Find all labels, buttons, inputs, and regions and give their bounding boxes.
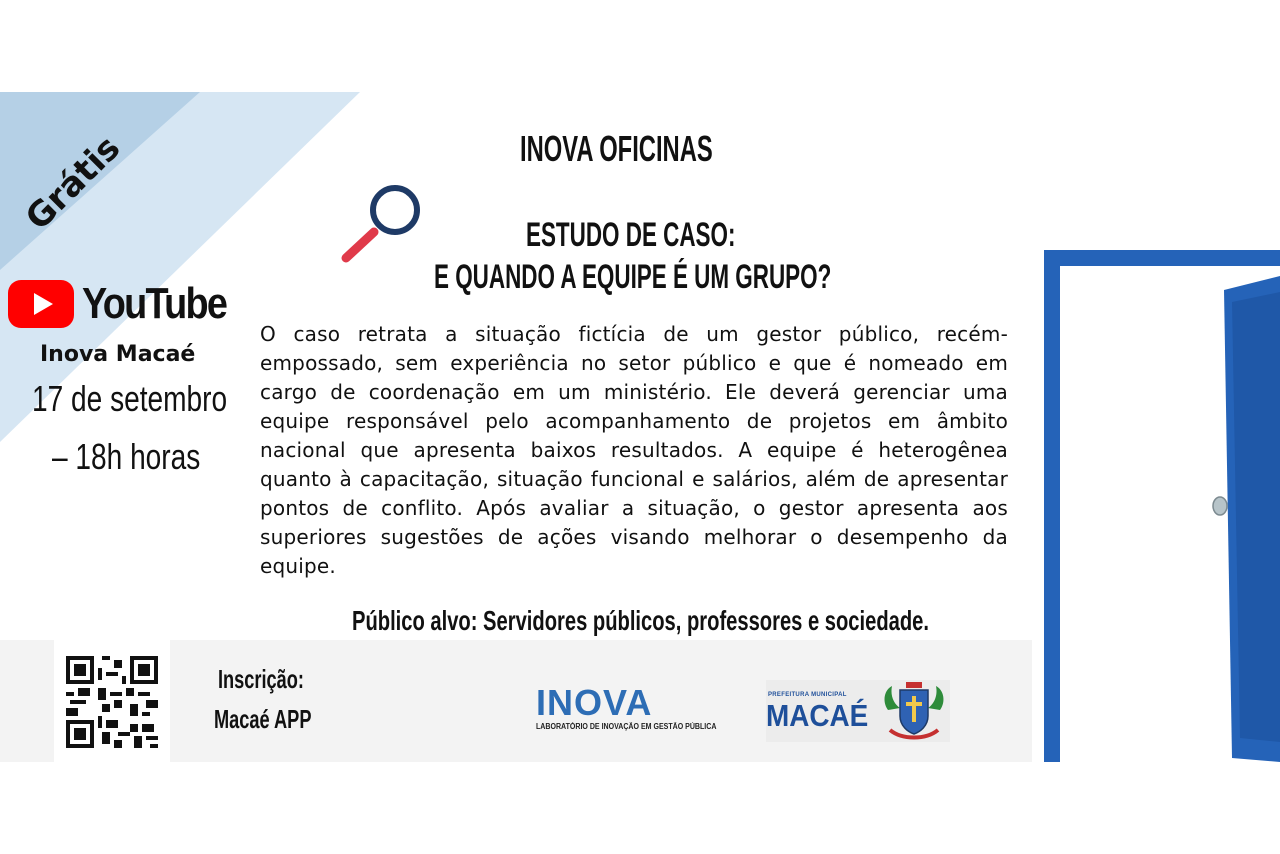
macae-crest-icon [878, 680, 950, 742]
case-description: O caso retrata a situação fictícia de um gestor público, recém-empossado, sem experiência no setor público e que é nomeado em cargo de coordenação em um ministério. Ele deverá gerenciar uma equipe responsável pelo acompanhamento de projetos em âmbito nacional que apresenta baixos resultados. A equipe é heterogênea quanto à capacitação, situação funcional e salários, além de apresentar pontos de conflito. Após avaliar a situação, o gestor apresenta aos superiores sugestões de ações visando melhorar o desempenho da equipe. [260, 322, 1008, 578]
qr-code-icon [66, 656, 158, 748]
case-study-title: E QUANDO A EQUIPE É UM GRUPO? [434, 258, 832, 296]
event-banner [0, 92, 1280, 762]
inova-logo [536, 682, 741, 731]
registration-label: Inscrição: [218, 664, 304, 694]
footer-strip [0, 640, 1032, 762]
page-title: INOVA OFICINAS [520, 128, 713, 169]
case-study-label: ESTUDO DE CASO: [526, 216, 736, 254]
free-ribbon-label: Grátis [18, 128, 129, 239]
youtube-play-icon [8, 280, 74, 328]
inova-tagline: LABORATÓRIO DE INOVAÇÃO EM GESTÃO PÚBLICA [536, 722, 717, 731]
magnifier-icon [338, 182, 428, 266]
event-date: 17 de setembro [32, 378, 228, 419]
open-door-icon [1036, 202, 1280, 762]
registration-app: Macaé APP [214, 704, 312, 734]
event-time: – 18h horas [52, 436, 201, 477]
macae-logo [766, 680, 950, 742]
channel-name: Inova Macaé [40, 342, 196, 367]
youtube-wordmark: YouTube [82, 279, 227, 328]
macae-wordmark: MACAÉ [766, 698, 869, 733]
youtube-logo [8, 279, 250, 329]
qr-code-card [54, 640, 170, 762]
target-audience: Público alvo: Servidores públicos, professores e sociedade. [352, 605, 930, 636]
inova-wordmark: INOVA [536, 682, 653, 723]
macae-prefix: PREFEITURA MUNICIPAL [768, 692, 847, 698]
